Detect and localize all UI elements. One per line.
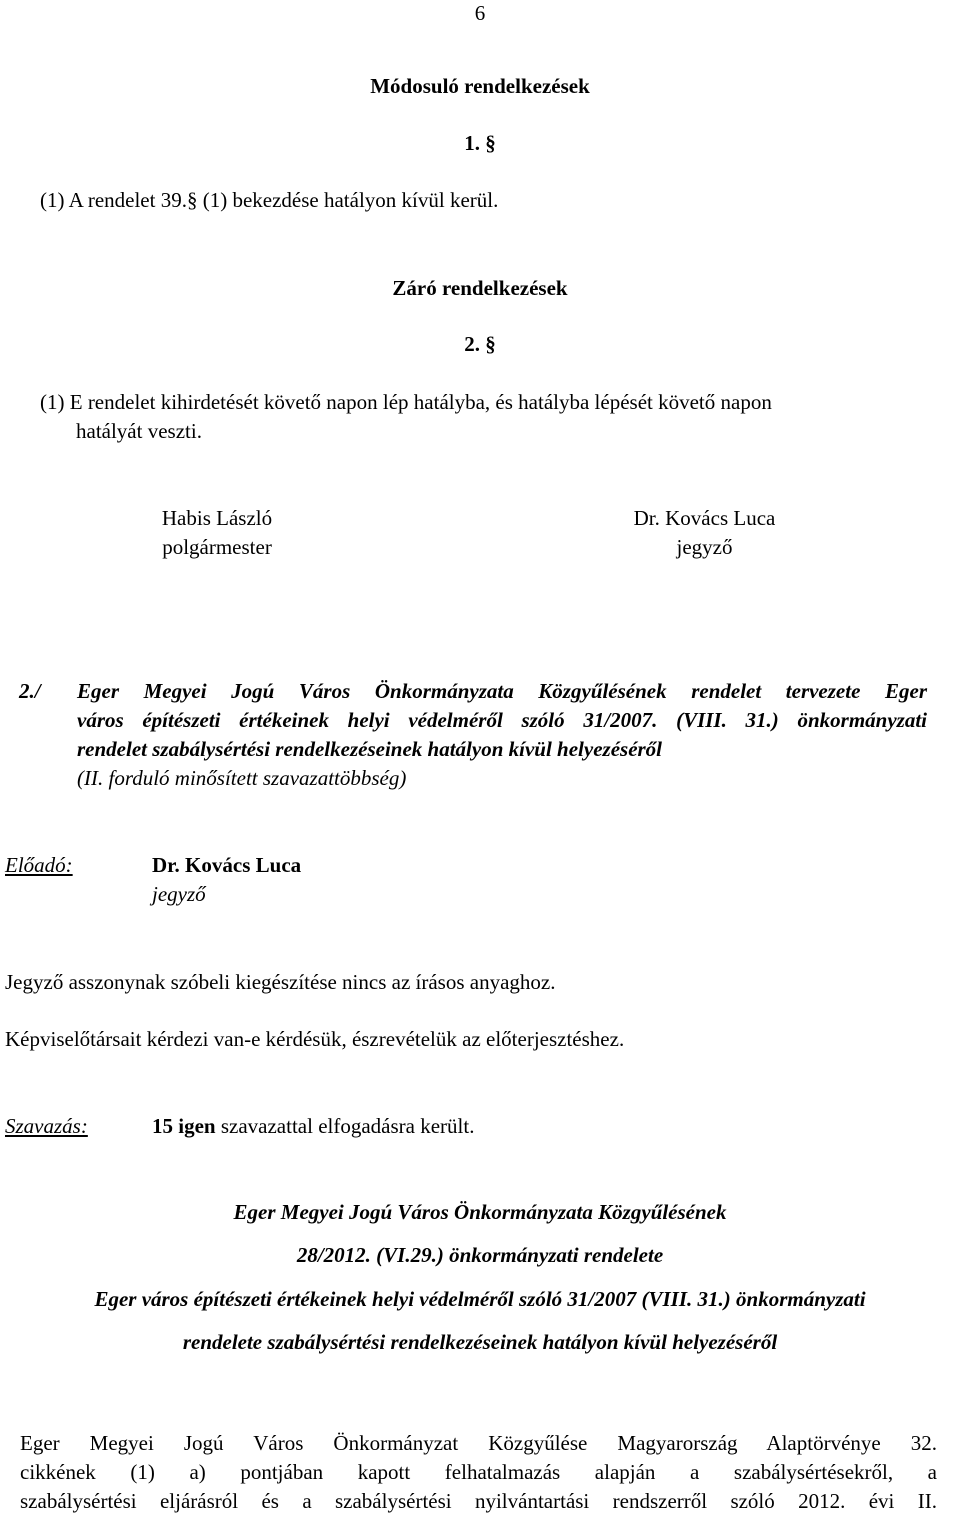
section2-text-line2: hatályát veszti.	[76, 419, 202, 443]
section1-text: (1) A rendelet 39.§ (1) bekezdése hatályon kívül kerül.	[40, 188, 499, 212]
signature-left-title: polgármester	[162, 535, 272, 559]
paragraph-mark-1: 1. §	[464, 131, 496, 155]
presenter-name: Dr. Kovács Luca	[152, 853, 302, 877]
preamble-line2: cikkének (1) a) pontjában kapott felhatalmazás alapján a szabálysértésekről, a	[20, 1460, 937, 1484]
paragraph-mark-2: 2. §	[464, 332, 496, 356]
agenda-item-number: 2./	[19, 679, 41, 703]
decree-line1: Eger Megyei Jogú Város Önkormányzata Közgyűlésének	[233, 1200, 727, 1224]
vote-count: 15 igen	[152, 1114, 216, 1138]
vote-label: Szavazás:	[5, 1114, 88, 1138]
signature-left-name: Habis László	[161, 506, 273, 530]
vote-result	[152, 1114, 474, 1139]
preamble-line1: Eger Megyei Jogú Város Önkormányzat Közgyűlése Magyarország Alaptörvénye 32.	[20, 1431, 937, 1455]
decree-line4: rendelete szabálysértési rendelkezéseinek hatályon kívül helyezéséről	[182, 1330, 778, 1354]
presenter-label: Előadó:	[5, 853, 73, 877]
agenda-item-title-line1: Eger Megyei Jogú Város Önkormányzata Közgyűlésének rendelet tervezete Eger	[77, 679, 927, 703]
decree-line3: Eger város építészeti értékeinek helyi védelméről szóló 31/2007 (VIII. 31.) önkormányzati	[94, 1287, 866, 1311]
presenter-title: jegyző	[152, 882, 206, 906]
agenda-item-title-line2: város építészeti értékeinek helyi védelméről szóló 31/2007. (VIII. 31.) önkormányzati	[77, 708, 927, 732]
section-heading-modifications: Módosuló rendelkezések	[370, 74, 590, 98]
page-number: 6	[474, 1, 486, 25]
decree-line2: 28/2012. (VI.29.) önkormányzati rendelete	[296, 1243, 664, 1267]
note-line2: Képviselőtársait kérdezi van-e kérdésük, észrevételük az előterjesztéshez.	[5, 1027, 625, 1051]
vote-result-text: szavazattal elfogadásra került.	[220, 1114, 475, 1138]
note-line1: Jegyző asszonynak szóbeli kiegészítése nincs az írásos anyaghoz.	[5, 970, 556, 994]
signature-right-title: jegyző	[676, 535, 733, 559]
section-heading-closing: Záró rendelkezések	[392, 276, 568, 300]
section2-text-line1: (1) E rendelet kihirdetését követő napon lép hatályba, és hatályba lépését követő napon	[40, 390, 772, 414]
preamble-line3: szabálysértési eljárásról és a szabálysértési nyilvántartási rendszerről szóló 2012. évi II.	[20, 1489, 937, 1513]
agenda-item-vote-note: (II. forduló minősített szavazattöbbség)	[77, 766, 407, 790]
agenda-item-title-line3: rendelet szabálysértési rendelkezéseinek hatályon kívül helyezéséről	[77, 737, 663, 761]
signature-right-name: Dr. Kovács Luca	[633, 506, 776, 530]
